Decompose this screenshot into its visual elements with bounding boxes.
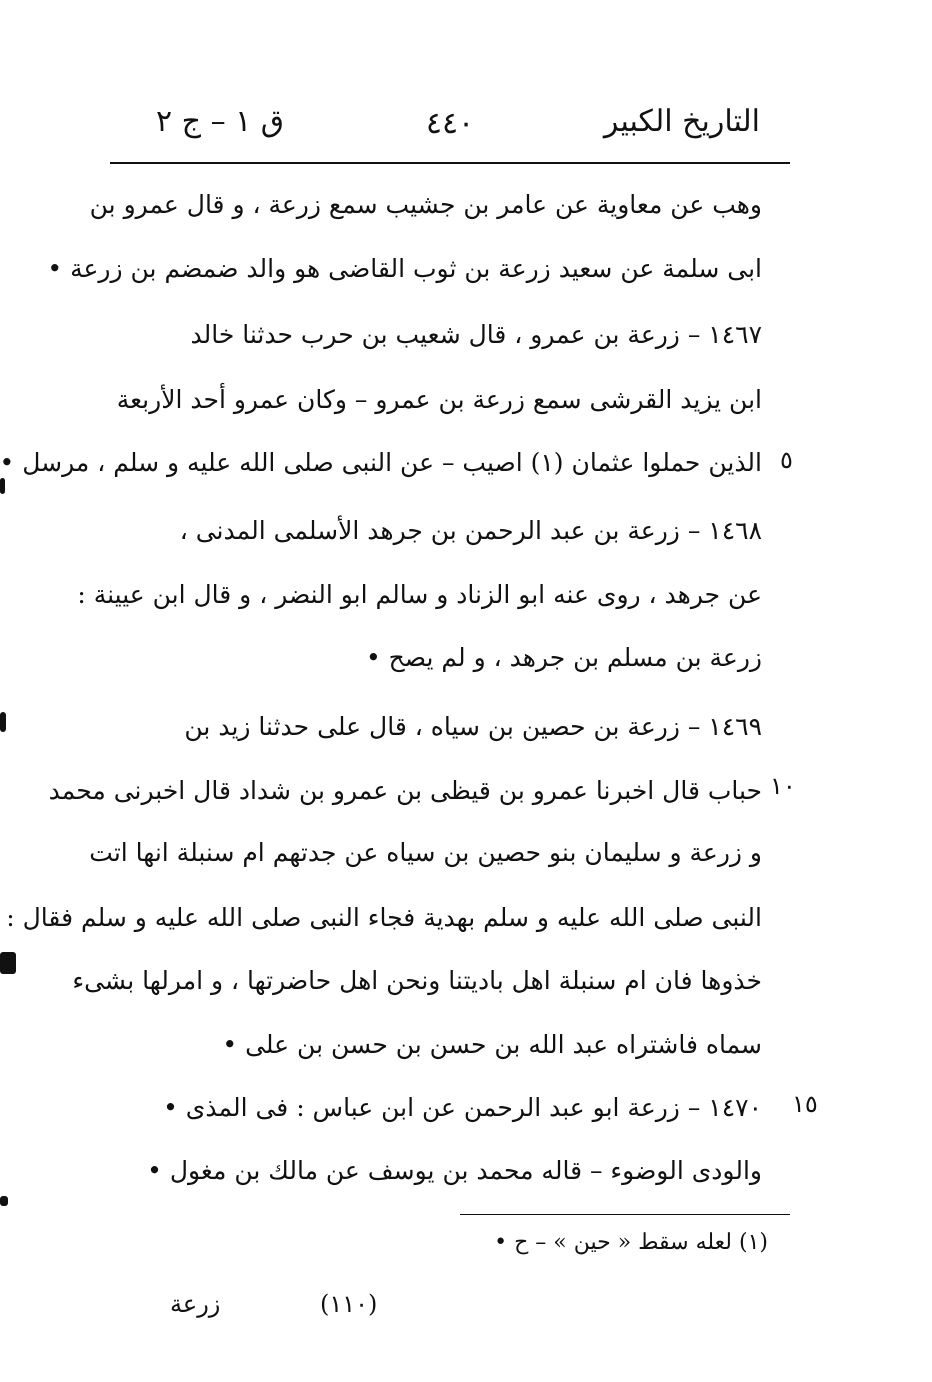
text-line: ابن يزيد القرشى سمع زرعة بن عمرو – وكان عمرو أحد الأربعة: [116, 385, 762, 414]
entry-line-1467: ١٤٦٧ – زرعة بن عمرو ، قال شعيب بن حرب حدثنا خالد: [190, 320, 762, 349]
entry-line-1469: ١٤٦٩ – زرعة بن حصين بن سياه ، قال على حدثنا زيد بن: [184, 712, 762, 741]
entry-line-1470: ١٤٧٠ – زرعة ابو عبد الرحمن عن ابن عباس : فى المذى •: [163, 1093, 762, 1122]
text-line: سماه فاشتراه عبد الله بن حسن بن حسن بن على •: [222, 1030, 762, 1059]
catchword: زرعة: [170, 1290, 221, 1318]
text-line: و زرعة و سليمان بنو حصين بن سياه عن جدتهم ام سنبلة انها اتت: [89, 838, 762, 867]
book-title: التاريخ الكبير: [603, 104, 760, 139]
line-marker-10: ١٠: [770, 772, 796, 800]
scan-mark: [0, 478, 5, 494]
text-line: خذوها فان ام سنبلة اهل باديتنا ونحن اهل حاضرتها ، و امرلها بشىء: [72, 966, 762, 995]
text-line: والودى الوضوء – قاله محمد بن يوسف عن مالك بن مغول •: [147, 1156, 762, 1185]
volume-label: ق ١ – ج ٢: [156, 104, 285, 139]
signature-number: (١١٠): [320, 1290, 378, 1318]
text-line: زرعة بن مسلم بن جرهد ، و لم يصح •: [365, 643, 762, 672]
text-line: ابى سلمة عن سعيد زرعة بن ثوب القاضى هو والد ضمضم بن زرعة •: [47, 254, 762, 283]
scan-mark: [0, 952, 16, 974]
line-marker-15: ١٥: [792, 1090, 818, 1118]
line-marker-5: ٥: [780, 446, 793, 474]
scan-mark: [0, 712, 6, 732]
page-number: ٤٤٠: [425, 106, 475, 141]
text-line: حباب قال اخبرنا عمرو بن قيظى بن عمرو بن شداد قال اخبرنى محمد: [48, 776, 762, 805]
footnote-rule: [460, 1214, 790, 1215]
entry-line-1468: ١٤٦٨ – زرعة بن عبد الرحمن بن جرهد الأسلمى المدنى ،: [179, 516, 762, 545]
text-line: النبى صلى الله عليه و سلم بهدية فجاء النبى صلى الله عليه و سلم فقال :: [6, 903, 762, 932]
page-header: [110, 104, 790, 154]
header-rule: [110, 162, 790, 164]
footnote: (١) لعله سقط « حين » – ح •: [494, 1230, 768, 1255]
scan-mark: [0, 1196, 8, 1206]
text-line: وهب عن معاوية عن عامر بن جشيب سمع زرعة ، و قال عمرو بن: [89, 190, 762, 219]
text-line: عن جرهد ، روى عنه ابو الزناد و سالم ابو النضر ، و قال ابن عيينة :: [77, 580, 762, 609]
text-line: الذين حملوا عثمان (١) اصيب – عن النبى صلى الله عليه و سلم ، مرسل •: [0, 448, 762, 477]
